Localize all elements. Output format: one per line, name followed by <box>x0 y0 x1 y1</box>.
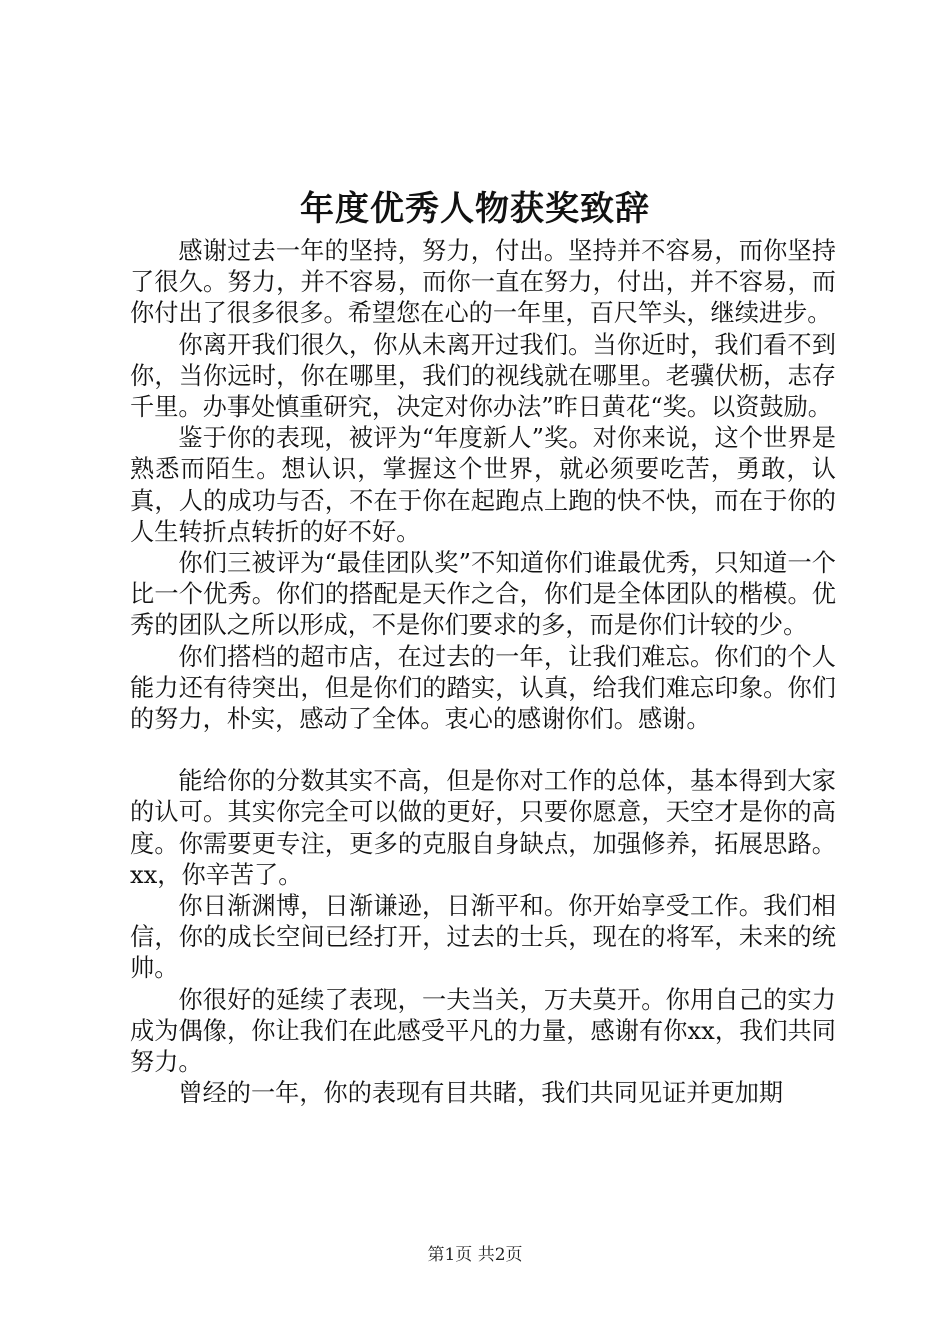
paragraph: 曾经的一年，你的表现有目共睹，我们共同见证并更加期 <box>178 1079 784 1108</box>
document-body <box>130 236 836 1109</box>
paragraph: 你们搭档的超市店，在过去的一年，让我们难忘。你们的个人能力还有待突出，但是你们的踏实，认真，给我们难忘印象。你们的努力，朴实，感动了全体。衷心的感谢你们。感谢。 <box>130 642 836 734</box>
paragraph: 你日渐渊博，日渐谦逊，日渐平和。你开始享受工作。我们相信，你的成长空间已经打开，过去的士兵，现在的将军，未来的统帅。 <box>130 892 836 983</box>
page-footer: 第1页 共2页 <box>427 1245 523 1265</box>
paragraph: 你离开我们很久，你从未离开过我们。当你近时，我们看不到你，当你远时，你在哪里，我们的视线就在哪里。老骥伏枥，志存千里。办事处慎重研究，决定对你办法”昨日黄花“奖。以资鼓励。 <box>130 330 836 422</box>
document-title: 年度优秀人物获奖致辞 <box>300 189 650 229</box>
paragraph: 感谢过去一年的坚持，努力，付出。坚持并不容易，而你坚持了很久。努力，并不容易，而你一直在努力，付出，并不容易，而你付出了很多很多。希望您在心的一年里，百尺竿头，继续进步。 <box>130 237 836 328</box>
paragraph-spacer <box>130 735 836 766</box>
paragraph: 鉴于你的表现，被评为“年度新人”奖。对你来说，这个世界是熟悉而陌生。想认识，掌握这个世界，就必须要吃苦，勇敢，认真，人的成功与否，不在于你在起跑点上跑的快不快，而在于你的人生转折点转折的好不好。 <box>130 424 836 546</box>
paragraph: 你很好的延续了表现，一夫当关，万夫莫开。你用自己的实力成为偶像，你让我们在此感受平凡的力量，感谢有你xx，我们共同努力。 <box>130 985 836 1077</box>
paragraph: 你们三被评为“最佳团队奖”不知道你们谁最优秀，只知道一个比一个优秀。你们的搭配是天作之合，你们是全体团队的楷模。优秀的团队之所以形成，不是你们要求的多，而是你们计较的少。 <box>130 549 836 640</box>
paragraph: 能给你的分数其实不高，但是你对工作的总体，基本得到大家的认可。其实你完全可以做的更好，只要你愿意，天空才是你的高度。你需要更专注，更多的克服自身缺点，加强修养，拓展思路。xx，你辛苦了。 <box>130 767 836 889</box>
